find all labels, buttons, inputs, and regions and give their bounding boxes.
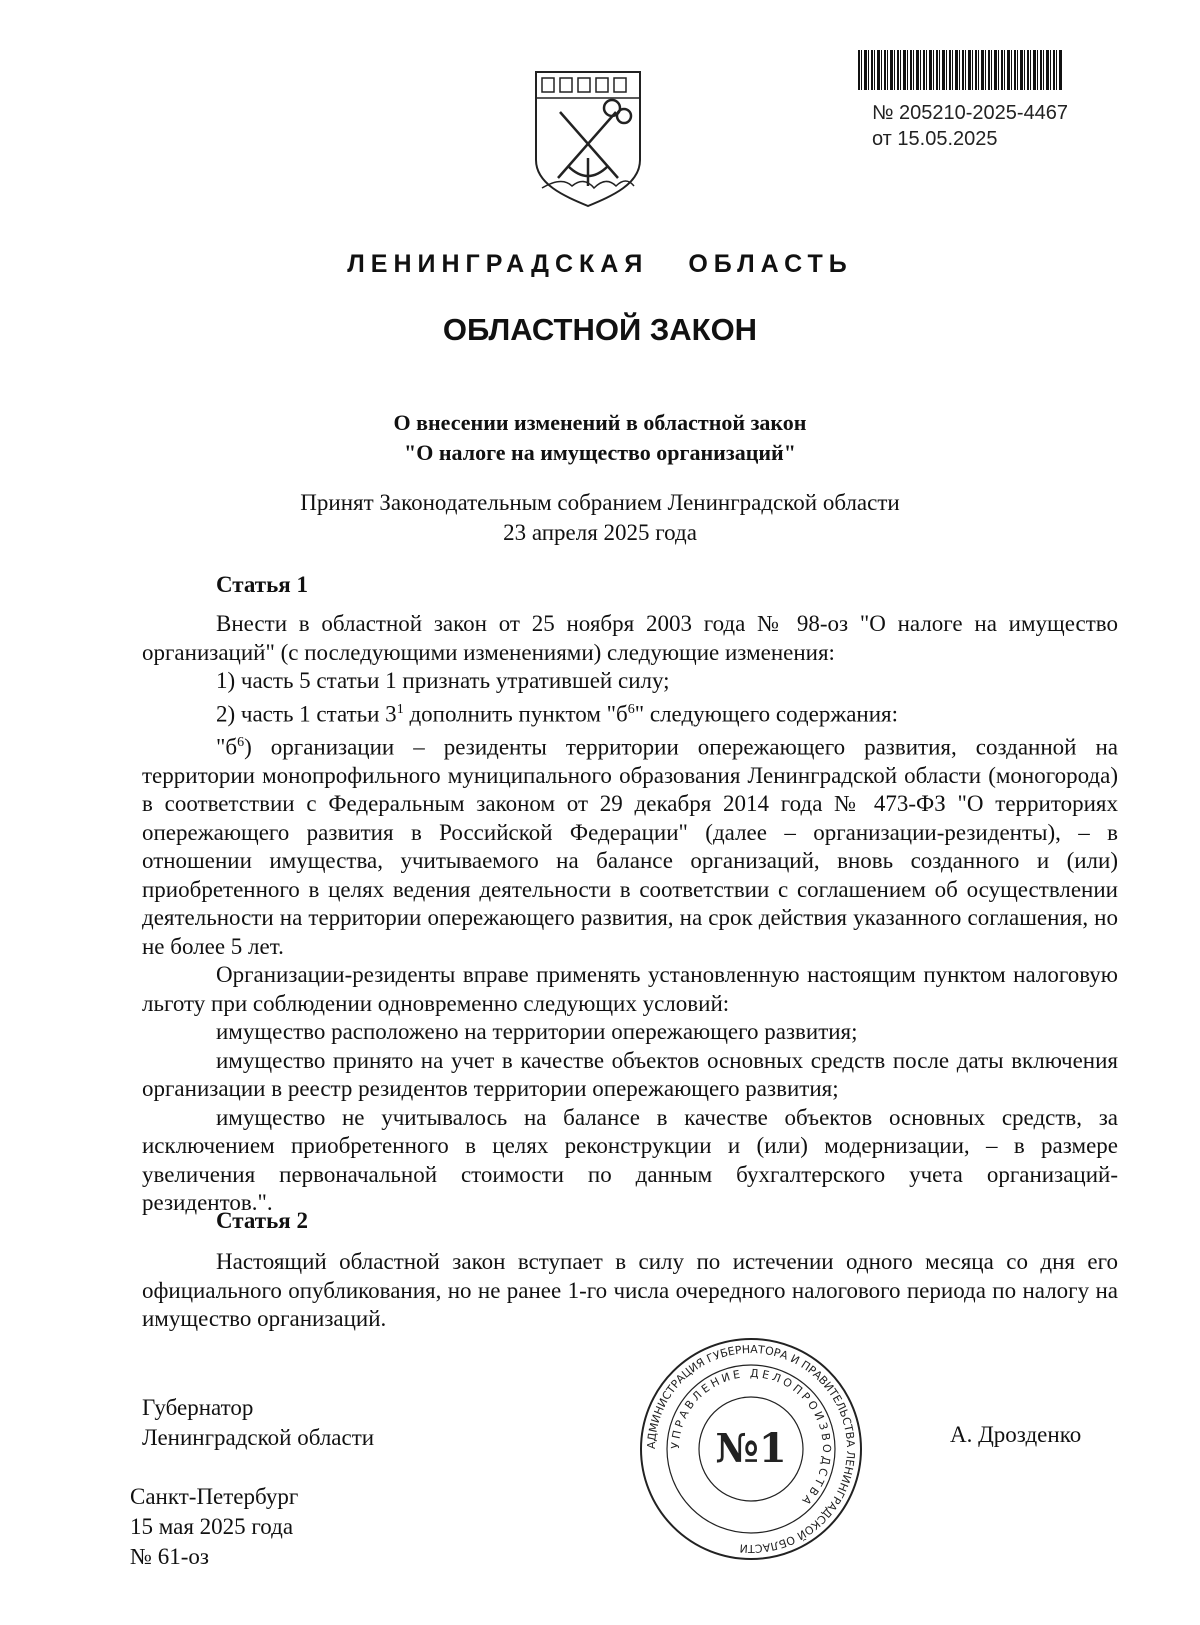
registration-number: № 205210-2025-4467 (872, 102, 1069, 124)
article-1-paragraph: имущество не учитывалось на балансе в качестве объектов основных средств, за исключением приобретенного в целях реконструкции и (или) модернизации, – в размере увеличения первоначальной стоимости по данным бухгалтерского учета организаций-резидентов.". (142, 1104, 1118, 1216)
article-1-paragraph: Внести в областной закон от 25 ноября 2003 года № 98-оз "О налоге на имущество организаций" (с последующими изменениями) следующие изменения: (142, 611, 1118, 665)
signatory-position: Губернатор Ленинградской области (142, 1395, 375, 1450)
article-1-paragraph: имущество расположено на территории опережающего развития; (216, 1019, 858, 1045)
svg-text:УПРАВЛЕНИЕ ДЕЛОПРОИЗВОДСТВА: УПРАВЛЕНИЕ ДЕЛОПРОИЗВОДСТВА (668, 1366, 834, 1510)
signing-place-date-number (130, 1482, 298, 1572)
law-title-line-1: О внесении изменений в областной закон (393, 410, 807, 435)
registration-date: от 15.05.2025 (872, 128, 998, 150)
article-2-paragraph: Настоящий областной закон вступает в силу по истечении одного месяца со дня его официального опубликования, но не ранее 1-го числа очередного налогового периода по налогу на имущество организаций. (142, 1249, 1118, 1331)
law-title-line-2: "О налоге на имущество организаций" (404, 440, 796, 465)
coat-of-arms-emblem (532, 68, 644, 208)
article-1-paragraph: имущество принято на учет в качестве объектов основных средств после даты включения организации в реестр резидентов территории опережающего развития; (142, 1047, 1118, 1102)
article-1-body (142, 610, 1118, 1218)
article-2-heading: Статья 2 (216, 1208, 308, 1233)
adoption-line-1: Принят Законодательным собранием Ленинградской области (300, 490, 900, 515)
adoption-note (0, 488, 1200, 548)
signing-place: Санкт-Петербург (130, 1484, 299, 1509)
registration-block (872, 100, 1068, 152)
region-word-2: ОБЛАСТЬ (688, 250, 853, 278)
adoption-line-2: 23 апреля 2025 года (503, 520, 697, 545)
svg-text:№1: №1 (715, 1425, 787, 1472)
region-heading (0, 250, 1200, 279)
article-1-heading: Статья 1 (216, 572, 308, 597)
signatory-name: А. Дрозденко (950, 1422, 1082, 1447)
article-2-body (142, 1248, 1118, 1334)
official-seal (638, 1336, 864, 1562)
law-type: ОБЛАСТНОЙ ЗАКОН (442, 312, 758, 347)
article-1-paragraph: Организации-резиденты вправе применять установленную настоящим пунктом налоговую льготу при соблюдении одновременно следующих условий: (142, 962, 1118, 1016)
signing-date: 15 мая 2025 года (130, 1514, 294, 1539)
article-1-paragraph: "$б^6$) организации – резиденты территории опережающего развития, созданной на территории монопрофильного муниципального образования Ленинградской области (моногорода) в соответствии с Федеральным законом от 29 декабря 2014 года № 473-ФЗ "О территориях опережающего развития в Российской Федерации" (далее – организации-резиденты), – в отношении имущества, учитываемого на балансе организаций, вновь созданного и (или) приобретенного в целях ведения деятельности в соответствии с соглашением об осуществлении деятельности на территории опережающего развития, на срок действия указанного соглашения, но не более 5 лет. (142, 734, 1118, 959)
svg-text:АДМИНИСТРАЦИЯ ГУБЕРНАТОРА И ПР: АДМИНИСТРАЦИЯ ГУБЕРНАТОРА И ПРАВИТЕЛЬСТВА ЛЕНИНГРАДСКОЙ ОБЛАСТИ (644, 1342, 858, 1556)
article-1-paragraph: 2) часть 1 статьи $3^1$ дополнить пунктом "$б^6$" следующего содержания: (216, 701, 899, 727)
barcode (858, 50, 1062, 90)
article-1-paragraph: 1) часть 5 статьи 1 признать утратившей силу; (216, 668, 670, 693)
law-number: № 61-оз (130, 1544, 209, 1569)
law-title (0, 408, 1200, 468)
region-word-1: ЛЕНИНГРАДСКАЯ (347, 250, 649, 278)
